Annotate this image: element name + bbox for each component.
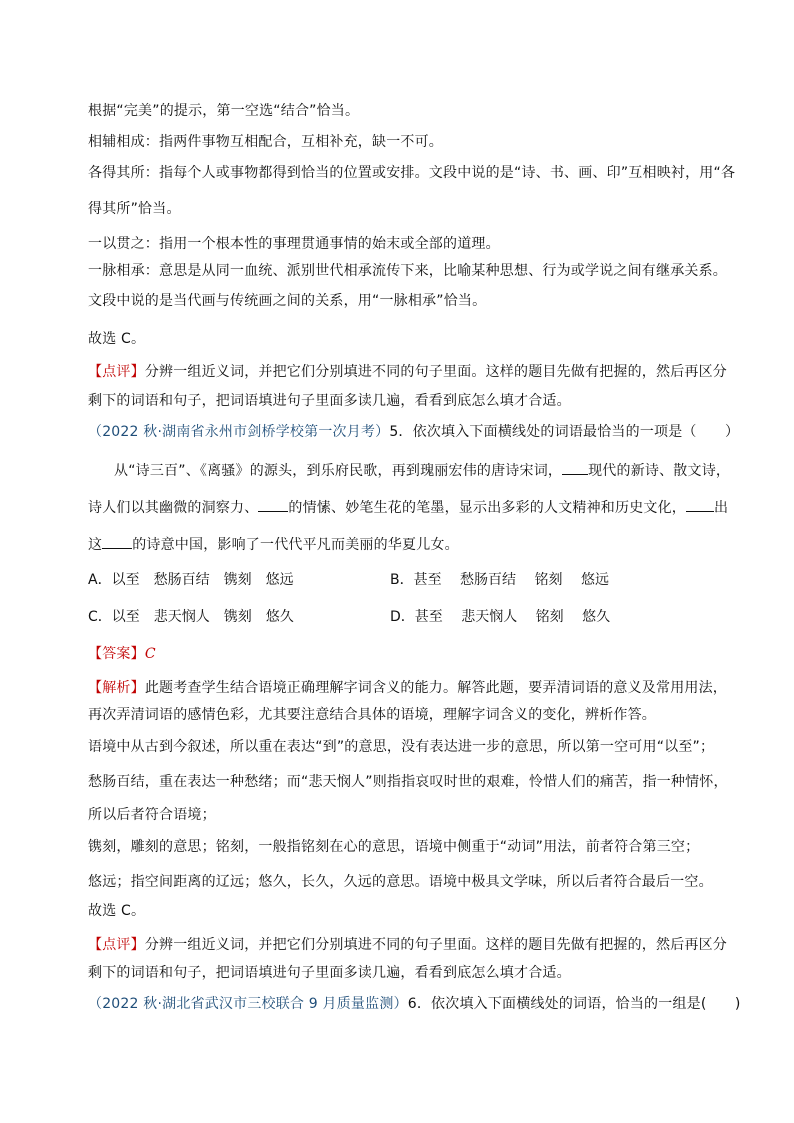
passage-text: 的情愫、妙笔生花的笔墨，显示出多彩的人文精神和历史文化， — [288, 500, 687, 516]
passage-text: 现代的新诗、散文诗， — [588, 463, 731, 479]
question-source: （2022 秋·湖南省永州市剑桥学校第一次月考） — [88, 424, 390, 440]
analysis-line-1 — [88, 679, 727, 697]
comment-tag: 【点评】 — [88, 937, 145, 953]
analysis-line-5: 所以后者符合语境； — [88, 807, 216, 823]
analysis-line-6: 镌刻，雕刻的意思；铭刻，一般指铭刻在心的意思，语境中侧重于“动词”用法，前者符合第三空； — [88, 839, 700, 855]
explanation-line-1: 根据“完美”的提示，第一空选“结合”恰当。 — [88, 103, 360, 119]
passage-text: 出 — [714, 500, 729, 516]
explanation-line-7: 文段中说的是当代画与传统画之间的关系，用“一脉相承”恰当。 — [88, 293, 487, 309]
explanation-line-3: 各得其所：指每个人或事物都得到恰当的位置或安排。文段中说的是“诗、书、画、印”互相映衬，用“各 — [88, 165, 736, 181]
comment-2-line-2: 剩下的词语和句子，把词语填进句子里面多读几遍，看看到底怎么填才合适。 — [88, 965, 571, 981]
question-5-header — [88, 423, 739, 441]
blank-1 — [562, 460, 588, 475]
comment-text: 分辨一组近义词，并把它们分别填进不同的句子里面。这样的题目先做有把握的，然后再区分 — [144, 364, 728, 380]
passage-line-2 — [88, 497, 728, 517]
option-d[interactable]: D．甚至 悲天悯人 铭刻 悠久 — [390, 609, 611, 625]
passage-text: 的诗意中国，影响了一代代平凡而美丽的华夏儿女。 — [132, 537, 459, 553]
explanation-line-6: 一脉相承：意思是从同一血统、派别世代相承流传下来，比喻某种思想、行为或学说之间有继承关系。 — [88, 263, 727, 279]
comment-block-2 — [88, 936, 727, 954]
option-a[interactable]: A．以至 愁肠百结 镌刻 悠远 — [88, 572, 294, 588]
analysis-tag: 【解析】 — [88, 680, 145, 696]
analysis-conclusion: 故选 C。 — [88, 903, 146, 919]
comment-tag: 【点评】 — [88, 364, 145, 380]
comment-text: 分辨一组近义词，并把它们分别填进不同的句子里面。这样的题目先做有把握的，然后再区分 — [144, 937, 728, 953]
analysis-line-4: 愁肠百结，重在表达一种愁绪；而“悲天悯人”则指指哀叹时世的艰难，怜惜人们的痛苦，指一种情怀， — [88, 774, 728, 790]
conclusion-line: 故选 C。 — [88, 331, 146, 347]
passage-line-1 — [114, 460, 730, 480]
question-stem: 6．依次填入下面横线处的词语，恰当的一组是( ) — [407, 996, 741, 1012]
comment-block-1 — [88, 363, 727, 381]
answer-line — [88, 645, 156, 663]
explanation-line-4: 得其所”恰当。 — [88, 201, 181, 217]
passage-text: 这 — [88, 537, 103, 553]
passage-line-3 — [88, 534, 459, 554]
option-b[interactable]: B．甚至 愁肠百结 铭刻 悠远 — [390, 572, 609, 588]
explanation-line-2: 相辅相成：指两件事物互相配合，互相补充，缺一不可。 — [88, 134, 443, 150]
question-source: （2022 秋·湖北省武汉市三校联合 9 月质量监测） — [88, 996, 408, 1012]
analysis-line-2: 再次弄清词语的感情色彩，尤其要注意结合具体的语境，理解字词含义的变化，辨析作答。 — [88, 707, 656, 723]
comment-line-2: 剩下的词语和句子，把词语填进句子里面多读几遍，看看到底怎么填才合适。 — [88, 393, 571, 409]
blank-4 — [102, 534, 132, 549]
analysis-line-7: 悠远；指空间距离的辽远；悠久，长久，久远的意思。语境中极具文学味，所以后者符合最后一空。 — [88, 874, 713, 890]
blank-3 — [686, 497, 714, 512]
question-stem: 5．依次填入下面横线处的词语最恰当的一项是（ ） — [389, 424, 740, 440]
answer-value: C — [144, 646, 156, 662]
option-c[interactable]: C．以至 悲天悯人 镌刻 悠久 — [88, 609, 294, 625]
explanation-line-5: 一以贯之：指用一个根本性的事理贯通事情的始末或全部的道理。 — [88, 236, 500, 252]
passage-text: 从“诗三百”、《离骚》的源头，到乐府民歌，再到瑰丽宏伟的唐诗宋词， — [114, 463, 563, 479]
blank-2 — [258, 497, 288, 512]
analysis-line-3: 语境中从古到今叙述，所以重在表达“到”的意思，没有表达进一步的意思，所以第一空可用“以至”； — [88, 739, 715, 755]
analysis-text: 此题考查学生结合语境正确理解字词含义的能力。解答此题，要弄清词语的意义及常用用法， — [144, 680, 728, 696]
answer-tag: 【答案】 — [88, 646, 145, 662]
question-6-header — [88, 995, 741, 1013]
passage-text: 诗人们以其幽微的洞察力、 — [88, 500, 259, 516]
